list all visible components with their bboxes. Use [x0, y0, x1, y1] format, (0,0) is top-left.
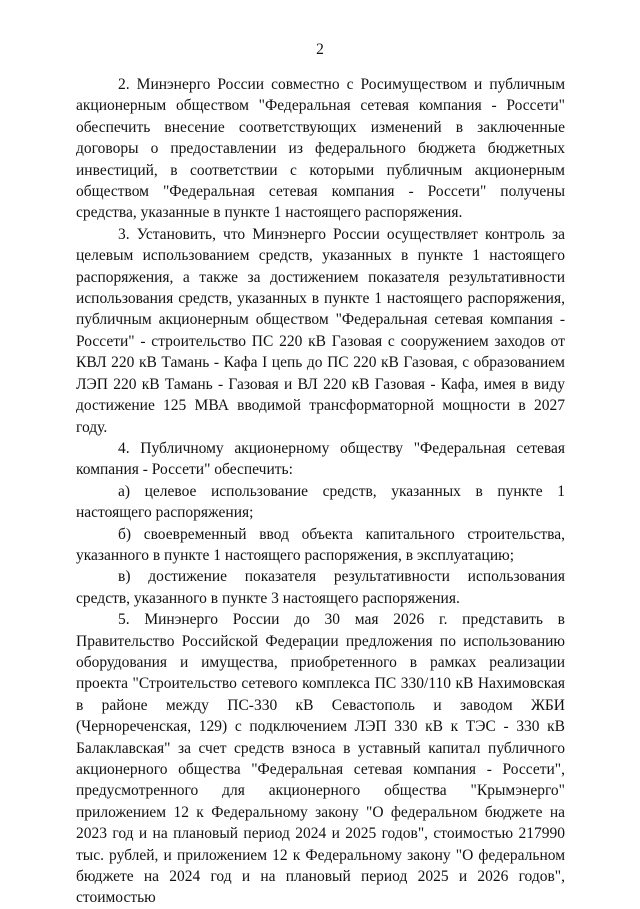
- document-body: [76, 74, 565, 909]
- paragraph-4a: а) целевое использование средств, указанных в пункте 1 настоящего распоряжения;: [76, 482, 565, 522]
- paragraph-4c: в) достижение показателя результативности использования средств, указанного в пункте 3 настоящего распоряжения.: [76, 568, 565, 607]
- paragraph-3: 3. Установить, что Минэнерго России осуществляет контроль за целевым использованием средств, указанных в пункте 1 настоящего распоряжения, а также за достижением показателя результативности использования средств, указанных в пункте 1 настоящего распоряжения, публичным акционерным обществом "Федеральная сетевая компания - Россети" - строительство ПС 220 кВ Газовая с сооружением заходов от КВЛ 220 кВ Тамань - Кафа I цепь до ПС 220 кВ Газовая, с образованием ЛЭП 220 кВ Тамань - Газовая и ВЛ 220 кВ Газовая - Кафа, имея в виду достижение 125 МВА вводимой трансформаторной мощности в 2027 году.: [76, 225, 565, 436]
- paragraph-5: 5. Минэнерго России до 30 мая 2026 г. представить в Правительство Российской Федерации предложения по использованию оборудования и имущества, приобретенного в рамках реализации проекта "Строительство сетевого комплекса ПС 330/110 кВ Нахимовская в районе между ПС-330 кВ Севастополь и заводом ЖБИ (Чернореченская, 129) с подключением ЛЭП 330 кВ к ТЭС - 330 кВ Балаклавская" за счет средств взноса в уставный капитал публичного акционерного общества "Федеральная сетевая компания - Россети", предусмотренного для акционерного общества "Крымэнерго" приложением 12 к Федеральному закону "О федеральном бюджете на 2023 год и на плановый период 2024 и 2025 годов", стоимостью 217990 тыс. рублей, и приложением 12 к Федеральному закону "О федеральном бюджете на 2024 год и на плановый период 2025 и 2026 годов", стоимостью: [76, 611, 565, 907]
- paragraph-4: 4. Публичному акционерному обществу "Федеральная сетевая компания - Россети" обеспечить:: [76, 439, 565, 479]
- page-number: 2: [316, 41, 324, 58]
- paragraph-4b: б) своевременный ввод объекта капитального строительства, указанного в пункте 1 настоящего распоряжения, в эксплуатацию;: [76, 525, 565, 564]
- paragraph-2: 2. Минэнерго России совместно с Росимуществом и публичным акционерным обществом "Федеральная сетевая компания - Россети" обеспечить внесение соответствующих изменений в заключенные договоры о предоставлении из федерального бюджета бюджетных инвестиций, в соответствии с которыми публичным акционерным обществом "Федеральная сетевая компания - Россети" получены средства, указанные в пункте 1 настоящего распоряжения.: [76, 76, 565, 222]
